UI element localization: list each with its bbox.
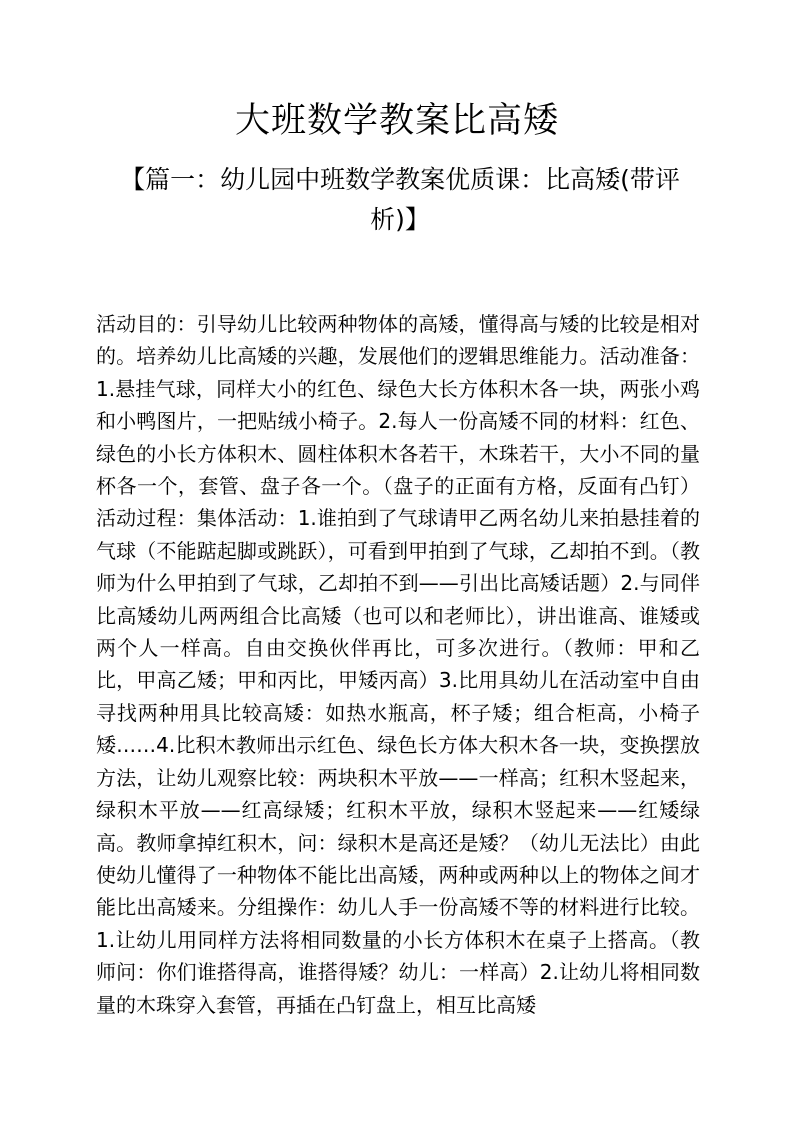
document-body: 活动目的：引导幼儿比较两种物体的高矮，懂得高与矮的比较是相对的。培养幼儿比高矮的兴趣，发展他们的逻辑思维能力。活动准备：1.悬挂气球，同样大小的红色、绿色大长方体积木各一块，两张小鸡和小鸭图片，一把贴绒小椅子。2.每人一份高矮不同的材料：红色、绿色的小长方体积木、圆柱体积木各若干，木珠若干，大小不同的量杯各一个，套管、盘子各一个。（盘子的正面有方格，反面有凸钉）活动过程：集体活动：1.谁拍到了气球请甲乙两名幼儿来拍悬挂着的气球（不能踮起脚或跳跃），可看到甲拍到了气球，乙却拍不到。（教师为什么甲拍到了气球，乙却拍不到——引出比高矮话题）2.与同伴比高矮幼儿两两组合比高矮（也可以和老师比），讲出谁高、谁矮或两个人一样高。自由交换伙伴再比，可多次进行。（教师：甲和乙比，甲高乙矮；甲和丙比，甲矮丙高）3.比用具幼儿在活动室中自由寻找两种用具比较高矮：如热水瓶高，杯子矮；组合柜高，小椅子矮……4.比积木教师出示红色、绿色长方体大积木各一块，变换摆放方法，让幼儿观察比较：两块积木平放——一样高；红积木竖起来，绿积木平放——红高绿矮；红积木平放，绿积木竖起来——红矮绿高。教师拿掉红积木，问：绿积木是高还是矮？（幼儿无法比）由此使幼儿懂得了一种物体不能比出高矮，两种或两种以上的物体之间才能比出高矮来。分组操作：幼儿人手一份高矮不等的材料进行比较。1.让幼儿用同样方法将相同数量的小长方体积木在桌子上搭高。（教师问：你们谁搭得高，谁搭得矮？幼儿：一样高）2.让幼儿将相同数量的木珠穿入套管，再插在凸钉盘上，相互比高矮 bbox=[96, 312, 700, 1017]
document-title: 大班数学教案比高矮 bbox=[234, 101, 559, 141]
document-subtitle: 【篇一：幼儿园中班数学教案优质课：比高矮(带评析)】 bbox=[120, 165, 680, 234]
